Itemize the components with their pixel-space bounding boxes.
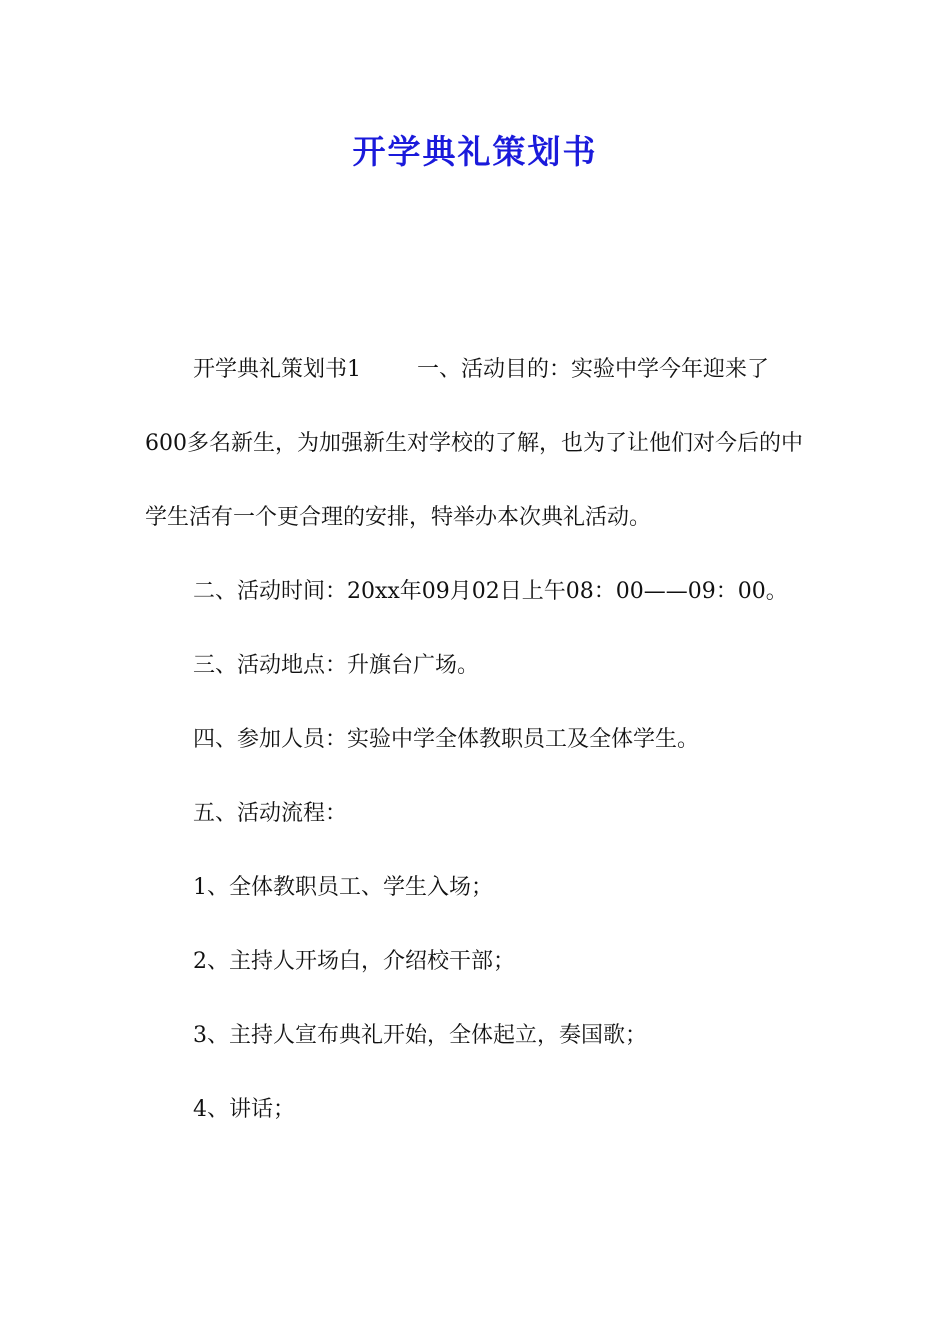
process-step-1: 1、全体教职员工、学生入场； [193, 875, 493, 900]
paragraph-time: 二、活动时间：20xx年09月02日上午08：00——09：00。 [193, 579, 788, 604]
process-step-2: 2、主持人开场白，介绍校干部； [193, 949, 515, 974]
paragraph-process: 五、活动流程： [193, 801, 348, 826]
paragraph-location: 三、活动地点：升旗台广场。 [193, 653, 480, 678]
purpose-text: 一、活动目的：实验中学今年迎来了600多名新生，为加强新生对学校的了解，也为了让他们对今后的中学生活有一个更合理的安排，特举办本次典礼活动。 [145, 357, 803, 530]
process-step-3: 3、主持人宣布典礼开始，全体起立，奏国歌； [193, 1023, 647, 1048]
section-heading-label: 开学典礼策划书1 [193, 357, 361, 382]
process-step-4: 4、讲话； [193, 1097, 295, 1122]
paragraph-participants: 四、参加人员：实验中学全体教职员工及全体学生。 [193, 727, 700, 752]
document-body [145, 333, 809, 1147]
document-title: 开学典礼策划书 [352, 132, 598, 171]
paragraph-purpose [145, 333, 809, 555]
